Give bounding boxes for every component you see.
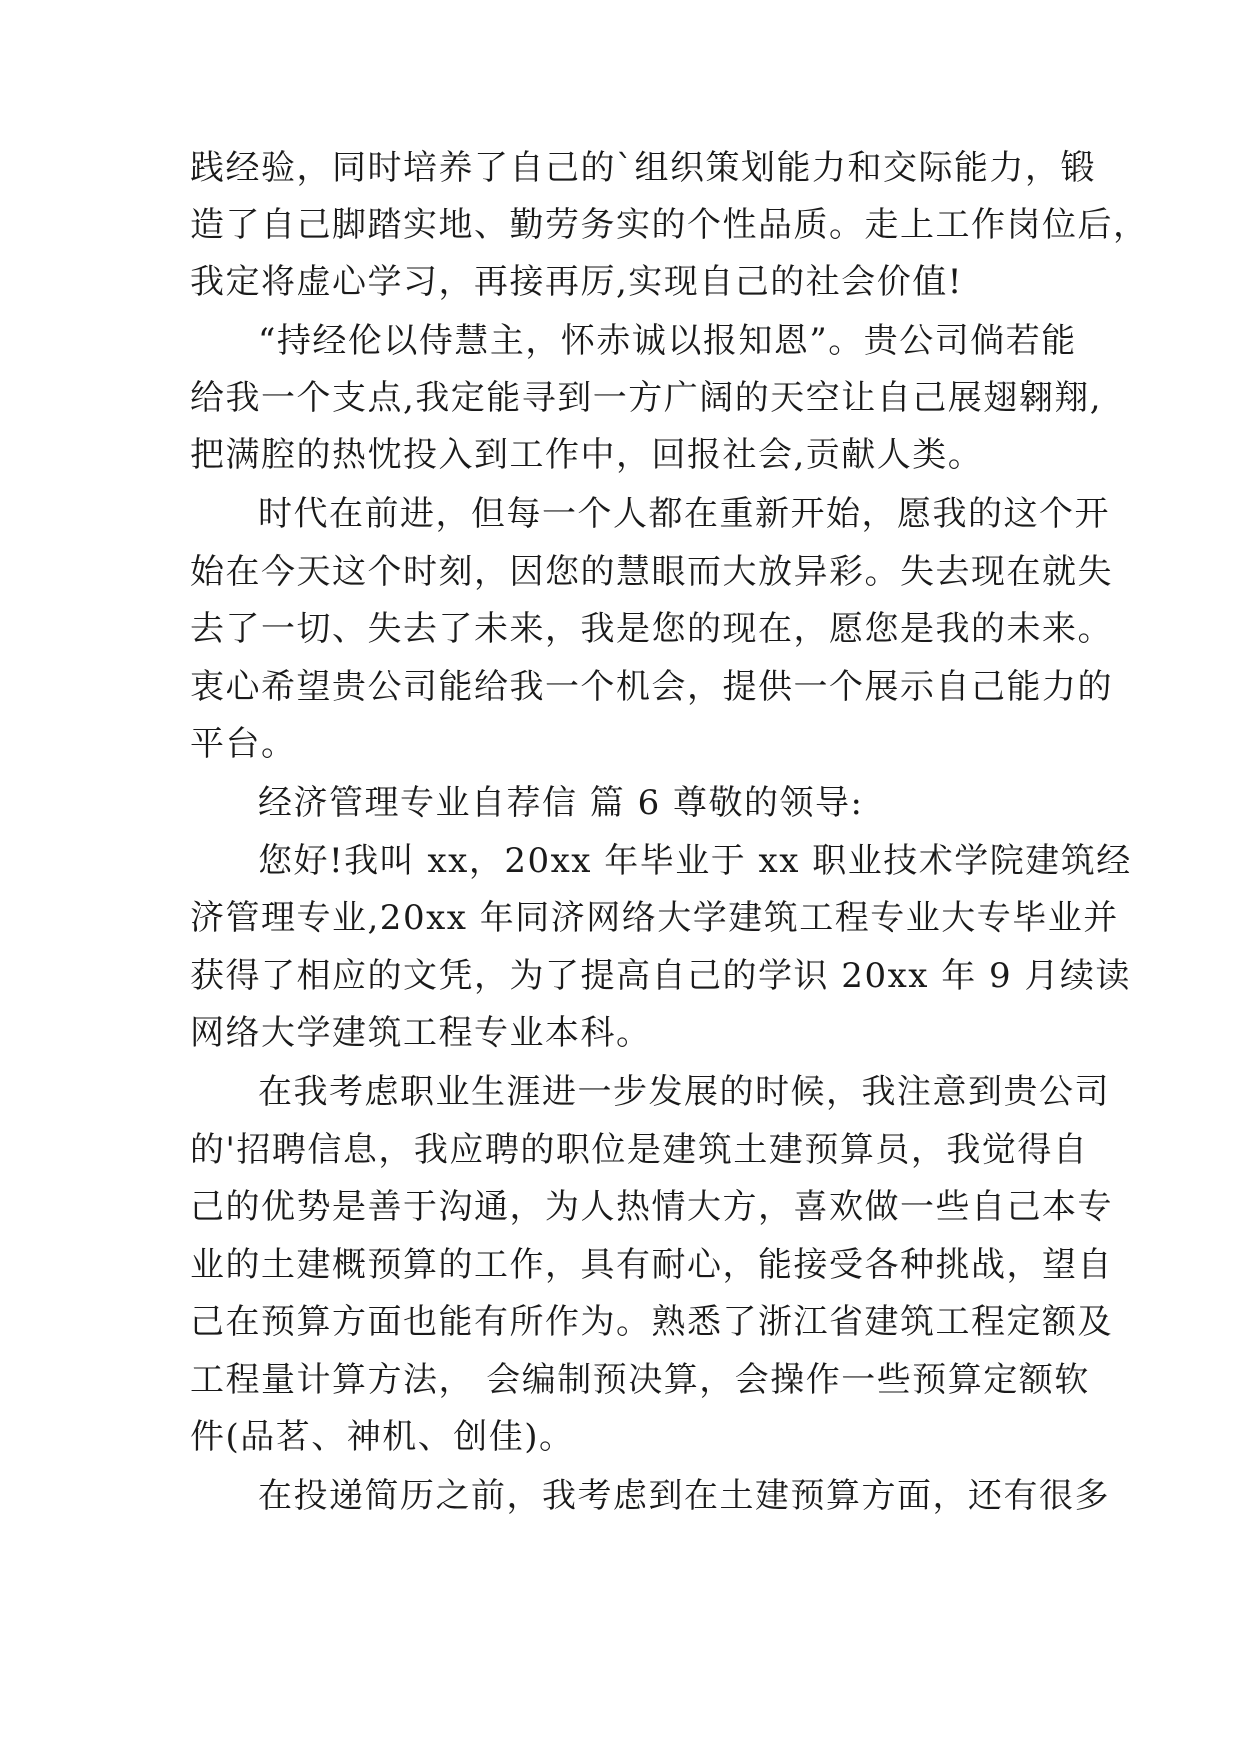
text-line: 工程量计算方法， 会编制预决算，会操作一些预算定额软 xyxy=(190,1360,1090,1400)
text-line: 件(品茗、神机、创佳)。 xyxy=(190,1417,575,1457)
text-line: 造了自己脚踏实地、勤劳务实的个性品质。走上工作岗位后， xyxy=(190,205,1149,245)
text-line: 在我考虑职业生涯进一步发展的时候，我注意到贵公司 xyxy=(258,1072,1110,1112)
text-line: 给我一个支点,我定能寻到一方广阔的天空让自己展翅翱翔, xyxy=(190,378,1103,418)
text-line: 在投递简历之前，我考虑到在土建预算方面，还有很多 xyxy=(258,1476,1110,1516)
text-line: 把满腔的热忱投入到工作中，回报社会,贡献人类。 xyxy=(190,435,984,475)
text-line: 的'招聘信息，我应聘的职位是建筑土建预算员，我觉得自 xyxy=(190,1130,1089,1170)
text-line: 我定将虚心学习，再接再厉,实现自己的社会价值! xyxy=(190,262,963,302)
text-line: 济管理专业,20xx 年同济网络大学建筑工程专业大专毕业并 xyxy=(190,898,1119,938)
text-line: 践经验，同时培养了自己的`组织策划能力和交际能力，锻 xyxy=(190,148,1096,188)
text-line: 业的土建概预算的工作，具有耐心，能接受各种挑战，望自 xyxy=(190,1245,1113,1285)
text-line: 平台。 xyxy=(190,724,297,764)
text-line: 去了一切、失去了未来，我是您的现在，愿您是我的未来。 xyxy=(190,609,1113,649)
text-line: 始在今天这个时刻，因您的慧眼而大放异彩。失去现在就失 xyxy=(190,552,1113,592)
text-line: “持经伦以侍慧主，怀赤诚以报知恩”。贵公司倘若能 xyxy=(258,321,1077,361)
text-line: 时代在前进，但每一个人都在重新开始，愿我的这个开 xyxy=(258,494,1110,534)
section-heading: 经济管理专业自荐信 篇 6 尊敬的领导: xyxy=(258,783,864,823)
text-line: 己在预算方面也能有所作为。熟悉了浙江省建筑工程定额及 xyxy=(190,1302,1113,1342)
text-line: 获得了相应的文凭，为了提高自己的学识 20xx 年 9 月续读 xyxy=(190,956,1131,996)
text-line: 您好!我叫 xx，20xx 年毕业于 xx 职业技术学院建筑经 xyxy=(258,841,1132,881)
text-line: 网络大学建筑工程专业本科。 xyxy=(190,1013,652,1053)
text-line: 己的优势是善于沟通，为人热情大方，喜欢做一些自己本专 xyxy=(190,1187,1113,1227)
text-line: 衷心希望贵公司能给我一个机会，提供一个展示自己能力的 xyxy=(190,667,1113,707)
